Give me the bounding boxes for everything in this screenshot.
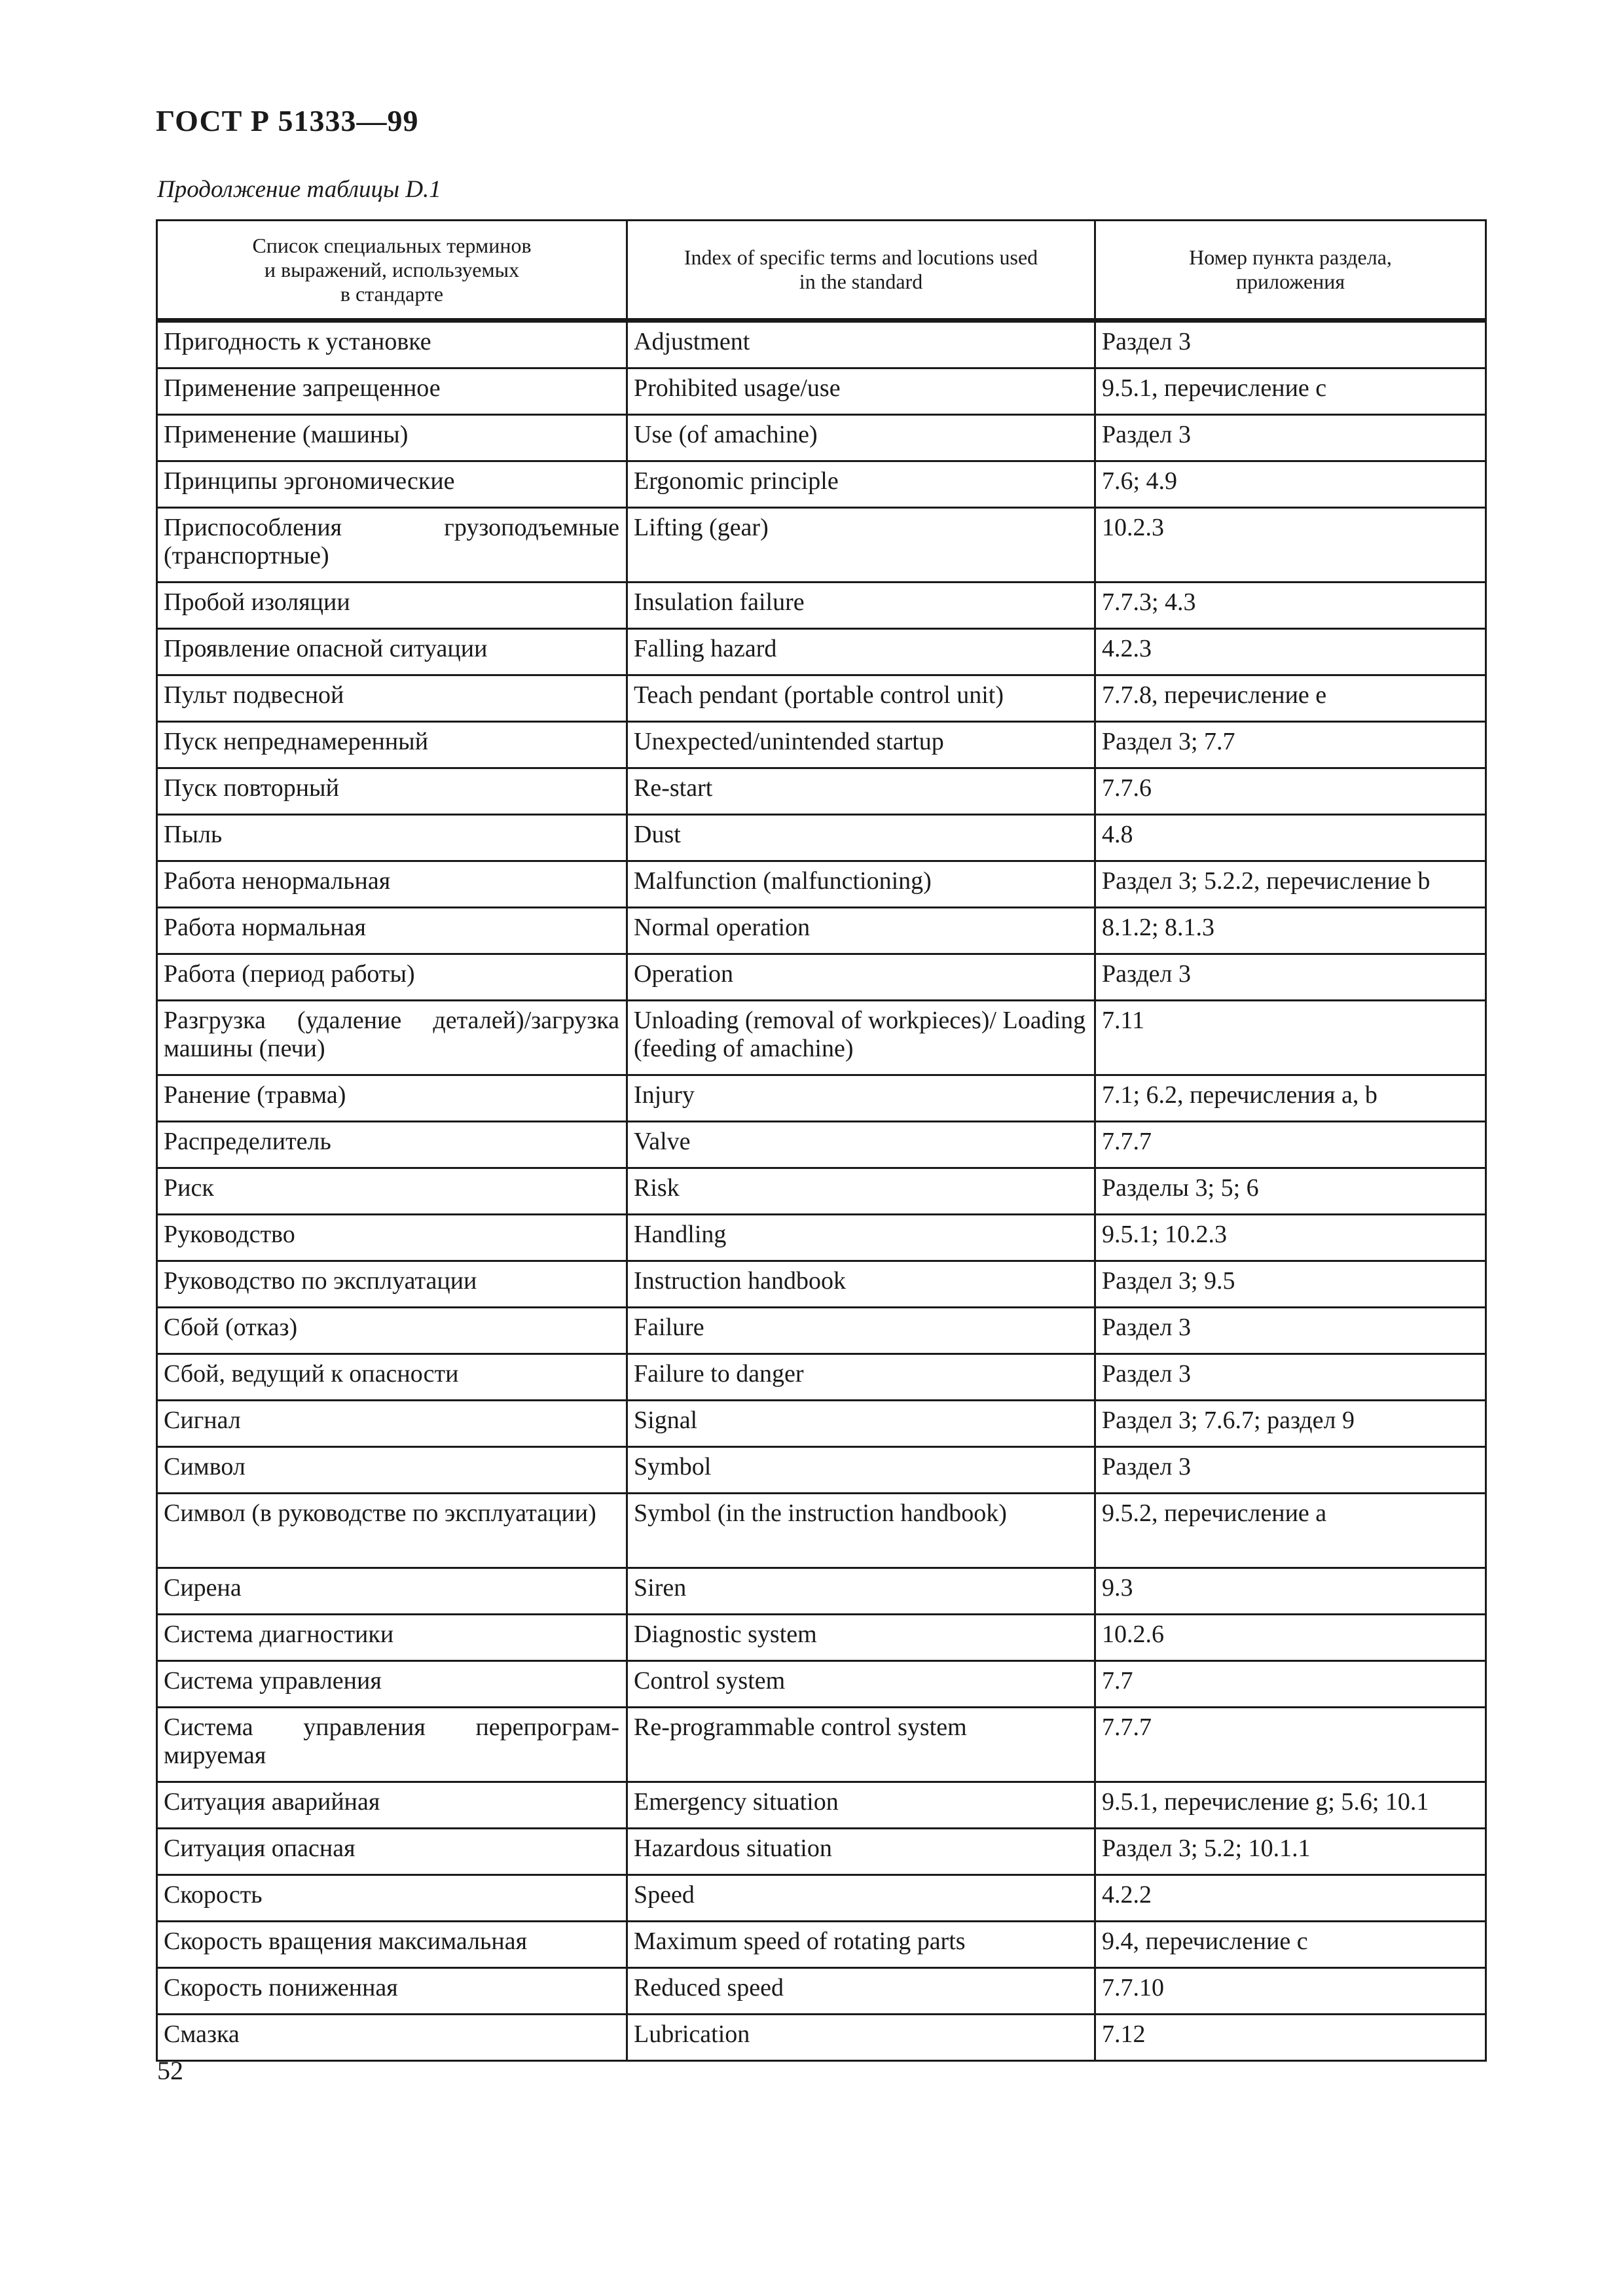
clause-reference-cell: Раздел 3 — [1095, 1447, 1486, 1494]
term-russian-cell: Руководство — [157, 1215, 627, 1261]
term-russian-cell: Сбой (отказ) — [157, 1308, 627, 1354]
term-russian-cell: Работа (период работы) — [157, 954, 627, 1001]
term-russian-cell: Система управления перепрограм-мируемая — [157, 1708, 627, 1782]
clause-reference-cell: 7.6; 4.9 — [1095, 461, 1486, 508]
column-header-english-term: Index of specific terms and locutions used in the standard — [627, 221, 1095, 321]
table-row — [157, 861, 1486, 908]
clause-reference-cell: 9.5.2, перечисление а — [1095, 1494, 1486, 1568]
term-english-cell: Symbol (in the instruction handbook) — [627, 1494, 1095, 1568]
term-russian-cell: Скорость — [157, 1875, 627, 1922]
term-russian-cell: Работа ненормальная — [157, 861, 627, 908]
table-row — [157, 768, 1486, 815]
term-english-cell: Lifting (gear) — [627, 508, 1095, 583]
term-english-cell: Re-programmable control system — [627, 1708, 1095, 1782]
table-row — [157, 1122, 1486, 1168]
term-english-cell: Ergonomic principle — [627, 461, 1095, 508]
table-row — [157, 1494, 1486, 1568]
clause-reference-cell: 9.5.1, перечисление g; 5.6; 10.1 — [1095, 1782, 1486, 1829]
term-russian-cell: Скорость вращения максимальная — [157, 1922, 627, 1968]
table-row — [157, 1354, 1486, 1401]
term-english-cell: Falling hazard — [627, 629, 1095, 675]
term-russian-cell: Пуск непреднамеренный — [157, 722, 627, 768]
table-row — [157, 1615, 1486, 1661]
term-english-cell: Unexpected/unintended startup — [627, 722, 1095, 768]
table-row — [157, 1215, 1486, 1261]
term-english-cell: Insulation failure — [627, 583, 1095, 629]
term-english-cell: Reduced speed — [627, 1968, 1095, 2015]
clause-reference-cell: Раздел 3; 7.6.7; раздел 9 — [1095, 1401, 1486, 1447]
clause-reference-cell: Раздел 3 — [1095, 1308, 1486, 1354]
term-russian-cell: Пригодность к установке — [157, 321, 627, 368]
term-english-cell: Failure — [627, 1308, 1095, 1354]
term-russian-cell: Руководство по эксплуатации — [157, 1261, 627, 1308]
clause-reference-cell: 7.7.3; 4.3 — [1095, 583, 1486, 629]
table-continuation-caption: Продолжение таблицы D.1 — [157, 176, 441, 203]
clause-reference-cell: 7.12 — [1095, 2015, 1486, 2061]
table-row — [157, 675, 1486, 722]
term-russian-cell: Приспособления грузоподъемные (транспортные) — [157, 508, 627, 583]
column-header-russian-term: Список специальных терминов и выражений, используемых в стандарте — [157, 221, 627, 321]
clause-reference-cell: 7.7.7 — [1095, 1122, 1486, 1168]
table-row — [157, 1261, 1486, 1308]
term-russian-cell: Риск — [157, 1168, 627, 1215]
term-russian-cell: Система диагностики — [157, 1615, 627, 1661]
term-english-cell: Symbol — [627, 1447, 1095, 1494]
term-english-cell: Emergency situation — [627, 1782, 1095, 1829]
term-russian-cell: Скорость пониженная — [157, 1968, 627, 2015]
table-row — [157, 1782, 1486, 1829]
term-russian-cell: Принципы эргономические — [157, 461, 627, 508]
term-russian-cell: Разгрузка (удаление деталей)/загрузка машины (печи) — [157, 1001, 627, 1075]
table-row — [157, 1568, 1486, 1615]
term-russian-cell: Символ — [157, 1447, 627, 1494]
term-english-cell: Teach pendant (portable control unit) — [627, 675, 1095, 722]
term-russian-cell: Сигнал — [157, 1401, 627, 1447]
term-russian-cell: Ситуация опасная — [157, 1829, 627, 1875]
table-row — [157, 1875, 1486, 1922]
term-english-cell: Valve — [627, 1122, 1095, 1168]
clause-reference-cell: 10.2.3 — [1095, 508, 1486, 583]
clause-reference-cell: Раздел 3; 9.5 — [1095, 1261, 1486, 1308]
term-russian-cell: Сбой, ведущий к опасности — [157, 1354, 627, 1401]
term-english-cell: Adjustment — [627, 321, 1095, 368]
term-english-cell: Lubrication — [627, 2015, 1095, 2061]
term-russian-cell: Проявление опасной ситуации — [157, 629, 627, 675]
term-english-cell: Failure to danger — [627, 1354, 1095, 1401]
table-row — [157, 1168, 1486, 1215]
term-english-cell: Use (of amachine) — [627, 415, 1095, 461]
term-russian-cell: Применение запрещенное — [157, 368, 627, 415]
term-english-cell: Dust — [627, 815, 1095, 861]
term-russian-cell: Работа нормальная — [157, 908, 627, 954]
clause-reference-cell: 7.7.10 — [1095, 1968, 1486, 2015]
clause-reference-cell: 7.7.7 — [1095, 1708, 1486, 1782]
term-russian-cell: Распределитель — [157, 1122, 627, 1168]
term-english-cell: Signal — [627, 1401, 1095, 1447]
term-russian-cell: Смазка — [157, 2015, 627, 2061]
term-english-cell: Instruction handbook — [627, 1261, 1095, 1308]
term-english-cell: Diagnostic system — [627, 1615, 1095, 1661]
clause-reference-cell: 9.3 — [1095, 1568, 1486, 1615]
column-header-clause-number: Номер пункта раздела, приложения — [1095, 221, 1486, 321]
table-row — [157, 722, 1486, 768]
clause-reference-cell: Раздел 3 — [1095, 415, 1486, 461]
term-russian-cell: Символ (в руководстве по эксплуатации) — [157, 1494, 627, 1568]
table-row — [157, 2015, 1486, 2061]
term-english-cell: Control system — [627, 1661, 1095, 1708]
term-russian-cell: Система управления — [157, 1661, 627, 1708]
term-russian-cell: Пыль — [157, 815, 627, 861]
table-row — [157, 583, 1486, 629]
table-row — [157, 1075, 1486, 1122]
clause-reference-cell: 4.2.3 — [1095, 629, 1486, 675]
table-row — [157, 461, 1486, 508]
term-english-cell: Operation — [627, 954, 1095, 1001]
table-row — [157, 815, 1486, 861]
table-row — [157, 1001, 1486, 1075]
table-row — [157, 1829, 1486, 1875]
table-row — [157, 1922, 1486, 1968]
term-english-cell: Handling — [627, 1215, 1095, 1261]
table-header-row — [157, 221, 1486, 321]
table-row — [157, 368, 1486, 415]
term-english-cell: Unloading (removal of workpieces)/ Loading (feeding of amachine) — [627, 1001, 1095, 1075]
clause-reference-cell: Раздел 3; 5.2.2, перечисление b — [1095, 861, 1486, 908]
clause-reference-cell: 10.2.6 — [1095, 1615, 1486, 1661]
term-english-cell: Risk — [627, 1168, 1095, 1215]
clause-reference-cell: 7.7.6 — [1095, 768, 1486, 815]
clause-reference-cell: 9.5.1; 10.2.3 — [1095, 1215, 1486, 1261]
term-russian-cell: Применение (машины) — [157, 415, 627, 461]
term-english-cell: Speed — [627, 1875, 1095, 1922]
table-row — [157, 415, 1486, 461]
clause-reference-cell: 9.5.1, перечисление с — [1095, 368, 1486, 415]
page-number: 52 — [157, 2056, 183, 2085]
term-russian-cell: Сирена — [157, 1568, 627, 1615]
term-english-cell: Normal operation — [627, 908, 1095, 954]
clause-reference-cell: Раздел 3; 7.7 — [1095, 722, 1486, 768]
clause-reference-cell: 7.7.8, перечисление е — [1095, 675, 1486, 722]
term-english-cell: Injury — [627, 1075, 1095, 1122]
clause-reference-cell: 7.1; 6.2, перечисления a, b — [1095, 1075, 1486, 1122]
clause-reference-cell: 7.11 — [1095, 1001, 1486, 1075]
term-english-cell: Prohibited usage/use — [627, 368, 1095, 415]
terms-table — [156, 219, 1487, 2062]
term-russian-cell: Ситуация аварийная — [157, 1782, 627, 1829]
clause-reference-cell: 8.1.2; 8.1.3 — [1095, 908, 1486, 954]
table-row — [157, 321, 1486, 368]
table-row — [157, 954, 1486, 1001]
term-russian-cell: Пульт подвесной — [157, 675, 627, 722]
document-title: ГОСТ Р 51333—99 — [156, 104, 419, 137]
clause-reference-cell: 9.4, перечисление с — [1095, 1922, 1486, 1968]
term-english-cell: Siren — [627, 1568, 1095, 1615]
table-row — [157, 1308, 1486, 1354]
clause-reference-cell: Раздел 3 — [1095, 1354, 1486, 1401]
clause-reference-cell: 4.2.2 — [1095, 1875, 1486, 1922]
table-row — [157, 629, 1486, 675]
table-row — [157, 1447, 1486, 1494]
table-row — [157, 508, 1486, 583]
term-english-cell: Maximum speed of rotating parts — [627, 1922, 1095, 1968]
table-row — [157, 1968, 1486, 2015]
table-row — [157, 908, 1486, 954]
clause-reference-cell: Раздел 3 — [1095, 321, 1486, 368]
term-russian-cell: Ранение (травма) — [157, 1075, 627, 1122]
term-english-cell: Hazardous situation — [627, 1829, 1095, 1875]
clause-reference-cell: 4.8 — [1095, 815, 1486, 861]
term-russian-cell: Пуск повторный — [157, 768, 627, 815]
clause-reference-cell: Разделы 3; 5; 6 — [1095, 1168, 1486, 1215]
table-row — [157, 1401, 1486, 1447]
clause-reference-cell: Раздел 3 — [1095, 954, 1486, 1001]
term-russian-cell: Пробой изоляции — [157, 583, 627, 629]
table-row — [157, 1708, 1486, 1782]
clause-reference-cell: 7.7 — [1095, 1661, 1486, 1708]
term-english-cell: Re-start — [627, 768, 1095, 815]
term-english-cell: Malfunction (malfunctioning) — [627, 861, 1095, 908]
table-row — [157, 1661, 1486, 1708]
clause-reference-cell: Раздел 3; 5.2; 10.1.1 — [1095, 1829, 1486, 1875]
